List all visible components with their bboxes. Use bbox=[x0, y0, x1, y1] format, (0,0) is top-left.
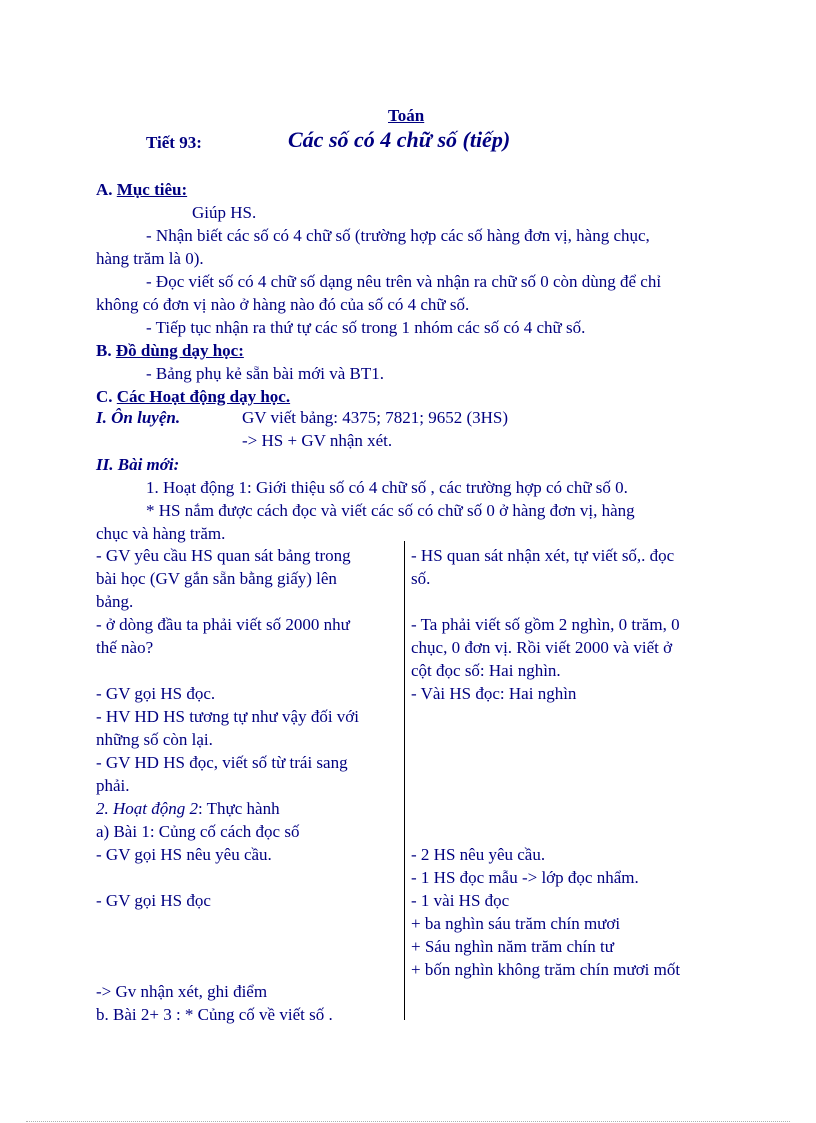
section-c-title: Các Hoạt động dạy học. bbox=[116, 387, 291, 406]
student-line-8: - 1 HS đọc mẫu -> lớp đọc nhẩm. bbox=[411, 868, 639, 887]
review-line-2: -> HS + GV nhận xét. bbox=[242, 431, 393, 450]
column-divider bbox=[404, 541, 405, 1020]
activity-1-goal-line-1: * HS nắm được cách đọc và viết các số có chữ số 0 ở hàng đơn vị, hàng bbox=[146, 501, 635, 520]
student-line-10: + ba nghìn sáu trăm chín mươi bbox=[411, 914, 621, 933]
activity-2-heading bbox=[96, 797, 280, 820]
teacher-line-5: thế nào? bbox=[96, 638, 154, 657]
objective-1-line-1: - Nhận biết các số có 4 chữ số (trường hợp các số hàng đơn vị, hàng chục, bbox=[146, 226, 650, 245]
exercise-1-heading: a) Bài 1: Củng cố cách đọc số bbox=[96, 822, 300, 841]
teacher-line-10: phải. bbox=[96, 776, 130, 795]
student-line-6: - Vài HS đọc: Hai nghìn bbox=[411, 684, 577, 703]
student-line-12: + bốn nghìn không trăm chín mươi mốt bbox=[411, 960, 681, 979]
section-a-title: Mục tiêu: bbox=[116, 180, 188, 199]
section-a-label: A. bbox=[96, 180, 117, 199]
page-bottom-line bbox=[26, 1121, 790, 1122]
lesson-title: Các số có 4 chữ số (tiếp) bbox=[288, 127, 511, 152]
objective-2-line-1: - Đọc viết số có 4 chữ số dạng nêu trên và nhận ra chữ số 0 còn dùng để chỉ bbox=[146, 272, 662, 291]
review-line-1: GV viết bảng: 4375; 7821; 9652 (3HS) bbox=[242, 408, 509, 427]
teacher-line-14: - GV gọi HS đọc bbox=[96, 891, 211, 910]
teacher-line-15: -> Gv nhận xét, ghi điểm bbox=[96, 982, 268, 1001]
student-line-1: - HS quan sát nhận xét, tự viết số,. đọc bbox=[411, 546, 675, 565]
activity-1: 1. Hoạt động 1: Giới thiệu số có 4 chữ số , các trường hợp có chữ số 0. bbox=[146, 478, 628, 497]
activity-2-label: 2. Hoạt động 2 bbox=[96, 799, 198, 818]
objective-2-line-2: không có đơn vị nào ở hàng nào đó của số có 4 chữ số. bbox=[96, 295, 470, 314]
student-line-11: + Sáu nghìn năm trăm chín tư bbox=[411, 937, 614, 956]
activity-2-title: : Thực hành bbox=[198, 799, 280, 818]
section-c-label: C. bbox=[96, 387, 117, 406]
objective-1-line-2: hàng trăm là 0). bbox=[96, 249, 204, 268]
student-line-9: - 1 vài HS đọc bbox=[411, 891, 510, 910]
student-line-2: số. bbox=[411, 569, 431, 588]
teacher-line-2: bài học (GV gắn sẵn bằng giấy) lên bbox=[96, 569, 337, 588]
section-c-heading bbox=[96, 385, 290, 408]
teacher-line-1: - GV yêu cầu HS quan sát bảng trong bbox=[96, 546, 351, 565]
exercise-2-3-heading: b. Bài 2+ 3 : * Củng cố về viết số . bbox=[96, 1005, 333, 1024]
section-a-heading bbox=[96, 178, 187, 201]
student-line-5: cột đọc số: Hai nghìn. bbox=[411, 661, 561, 680]
student-line-7: - 2 HS nêu yêu cầu. bbox=[411, 845, 546, 864]
materials-item: - Bảng phụ kẻ sẵn bài mới và BT1. bbox=[146, 364, 384, 383]
teacher-line-9: - GV HD HS đọc, viết số từ trái sang bbox=[96, 753, 348, 772]
section-b-label: B. bbox=[96, 341, 116, 360]
part-2-heading: II. Bài mới: bbox=[96, 455, 180, 474]
teacher-line-4: - ở dòng đầu ta phải viết số 2000 như bbox=[96, 615, 350, 634]
activity-1-goal-line-2: chục và hàng trăm. bbox=[96, 524, 226, 543]
subject-heading: Toán bbox=[388, 106, 425, 125]
student-line-3: - Ta phải viết số gồm 2 nghìn, 0 trăm, 0 bbox=[411, 615, 680, 634]
teacher-line-7: - HV HD HS tương tự như vậy đối với bbox=[96, 707, 360, 726]
objective-3: - Tiếp tục nhận ra thứ tự các số trong 1 nhóm các số có 4 chữ số. bbox=[146, 318, 586, 337]
student-line-4: chục, 0 đơn vị. Rồi viết 2000 và viết ở bbox=[411, 638, 673, 657]
section-b-heading bbox=[96, 339, 244, 362]
objectives-intro: Giúp HS. bbox=[192, 203, 257, 222]
part-1-heading: I. Ôn luyện. bbox=[96, 408, 181, 427]
teacher-line-8: những số còn lại. bbox=[96, 730, 213, 749]
teacher-line-13: - GV gọi HS nêu yêu cầu. bbox=[96, 845, 272, 864]
teacher-line-6: - GV gọi HS đọc. bbox=[96, 684, 216, 703]
lesson-period: Tiết 93: bbox=[146, 133, 202, 152]
section-b-title: Đồ dùng dạy học: bbox=[115, 341, 244, 360]
teacher-line-3: bảng. bbox=[96, 592, 134, 611]
